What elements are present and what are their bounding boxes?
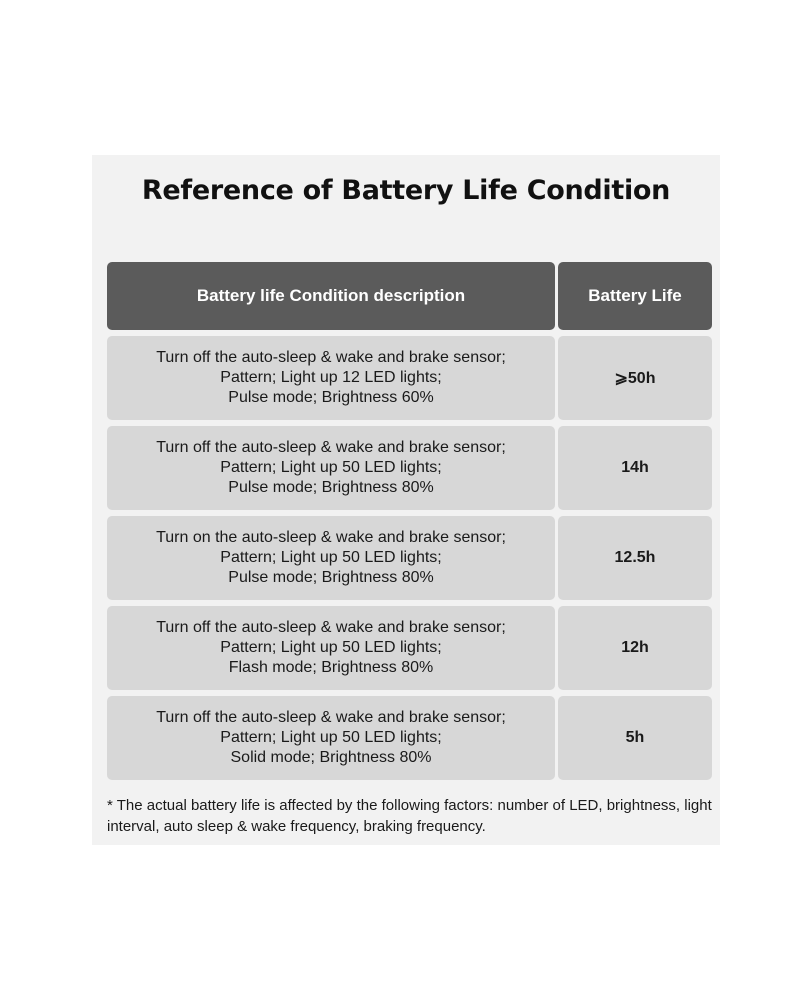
description-line: Pattern; Light up 50 LED lights; — [220, 729, 442, 746]
description-line: Turn off the auto-sleep & wake and brake sensor; — [156, 619, 506, 636]
header-battery-life: Battery Life — [558, 262, 712, 330]
description-line: Pulse mode; Brightness 60% — [228, 389, 434, 406]
table-header-row — [107, 262, 712, 330]
condition-description — [107, 516, 555, 600]
description-line: Turn off the auto-sleep & wake and brake sensor; — [156, 709, 506, 726]
condition-description — [107, 426, 555, 510]
footnote: * The actual battery life is affected by the following factors: number of LED, brightness, light interval, auto sleep & wake frequency, braking frequency. — [107, 797, 712, 835]
description-line: Pulse mode; Brightness 80% — [228, 479, 434, 496]
battery-life-value: 12.5h — [558, 516, 712, 600]
description-line: Turn off the auto-sleep & wake and brake sensor; — [156, 349, 506, 366]
description-line: Pattern; Light up 50 LED lights; — [220, 459, 442, 476]
condition-description — [107, 336, 555, 420]
table-row — [107, 516, 712, 600]
description-line: Pattern; Light up 50 LED lights; — [220, 639, 442, 656]
battery-life-panel — [92, 155, 720, 845]
page-title: Reference of Battery Life Condition — [141, 175, 671, 206]
table-row — [107, 426, 712, 510]
description-line: Flash mode; Brightness 80% — [228, 659, 434, 676]
battery-life-value: ⩾50h — [558, 336, 712, 420]
description-line: Pattern; Light up 50 LED lights; — [220, 549, 442, 566]
table-row — [107, 606, 712, 690]
header-description: Battery life Condition description — [107, 262, 555, 330]
condition-description — [107, 696, 555, 780]
battery-life-value: 14h — [558, 426, 712, 510]
table-row — [107, 336, 712, 420]
table-row — [107, 696, 712, 780]
battery-life-value: 12h — [558, 606, 712, 690]
description-line: Pulse mode; Brightness 80% — [228, 569, 434, 586]
description-line: Pattern; Light up 12 LED lights; — [220, 369, 442, 386]
description-line: Solid mode; Brightness 80% — [230, 749, 432, 766]
battery-life-value: 5h — [558, 696, 712, 780]
description-line: Turn off the auto-sleep & wake and brake sensor; — [156, 439, 506, 456]
condition-description — [107, 606, 555, 690]
description-line: Turn on the auto-sleep & wake and brake sensor; — [156, 529, 506, 546]
battery-life-table — [107, 262, 712, 786]
